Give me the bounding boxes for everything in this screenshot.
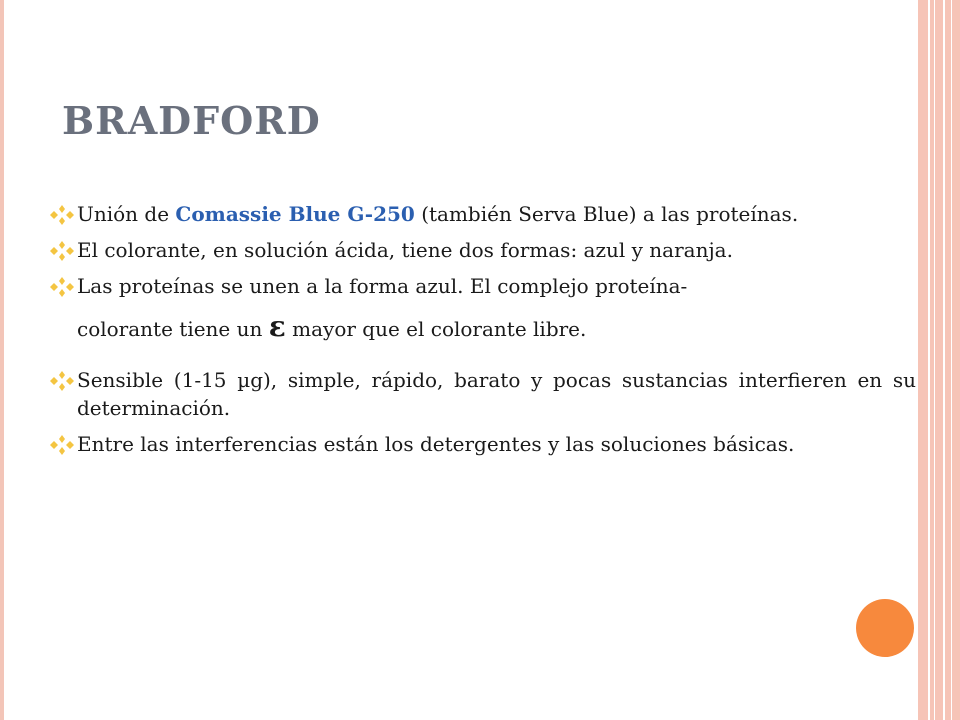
orange-circle-decoration xyxy=(856,599,914,657)
border-stripe xyxy=(951,0,952,720)
border-stripe xyxy=(943,0,945,720)
epsilon-symbol: ε xyxy=(268,310,286,343)
bullet-item xyxy=(50,200,916,228)
border-stripe xyxy=(928,0,930,720)
bullet-text: El colorante, en solución ácida, tiene dos formas: azul y naranja. xyxy=(77,238,733,262)
left-border xyxy=(0,0,4,720)
four-diamond-bullet-icon xyxy=(50,204,74,226)
bullet-item xyxy=(50,272,916,358)
bullet-item xyxy=(50,236,916,264)
bullet-text: Entre las interferencias están los detergentes y las soluciones básicas. xyxy=(77,432,795,456)
bullet-text-line2-prefix: colorante tiene un xyxy=(77,317,269,341)
bullet-list xyxy=(50,200,916,466)
four-diamond-bullet-icon xyxy=(50,370,74,392)
four-diamond-bullet-icon xyxy=(50,434,74,456)
bullet-item xyxy=(50,430,916,458)
bullet-text: Sensible (1-15 µg), simple, rápido, barato y pocas sustancias interfieren en su determinación. xyxy=(77,368,916,420)
bullet-text-line1: Las proteínas se unen a la forma azul. El complejo proteína- xyxy=(77,274,688,298)
border-stripe xyxy=(934,0,935,720)
bullet-text-line2-suffix: mayor que el colorante libre. xyxy=(285,317,587,341)
bullet-item xyxy=(50,366,916,422)
bullet-text-prefix: Unión de xyxy=(77,202,176,226)
reagent-name: Comassie Blue G-250 xyxy=(175,202,415,226)
slide-title: BRADFORD xyxy=(62,98,321,143)
four-diamond-bullet-icon xyxy=(50,276,74,298)
four-diamond-bullet-icon xyxy=(50,240,74,262)
right-border xyxy=(918,0,960,720)
bullet-text-suffix: (también Serva Blue) a las proteínas. xyxy=(414,202,799,226)
bullet-text-line2 xyxy=(77,310,587,343)
